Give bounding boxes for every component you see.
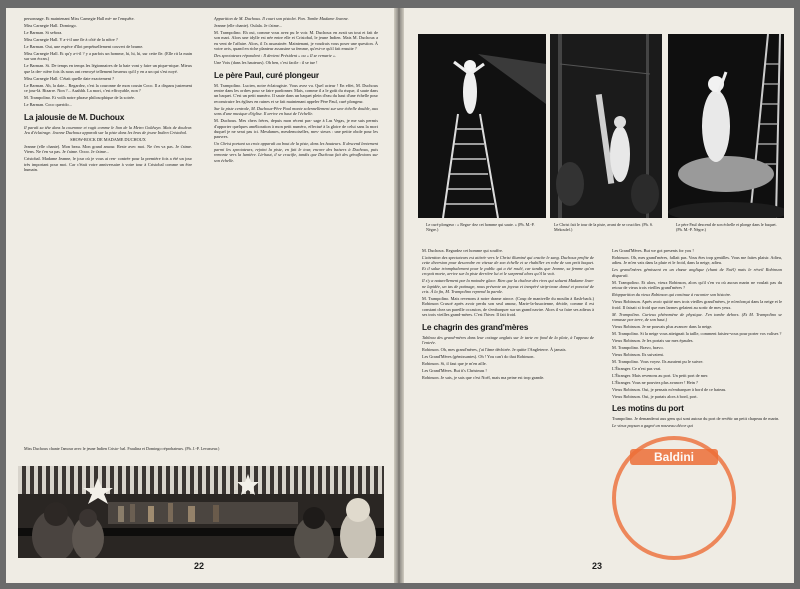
bar-scene-image bbox=[18, 466, 384, 558]
christ-cross-photo bbox=[550, 34, 662, 218]
photo-caption: Miss Duchoux chante l'amour avec le jeune Indien Cristo- bal. Fraulina et Domingo réprobateurs. (Ph. J.-P. Levasseur.) bbox=[24, 446, 220, 451]
right-column-1 bbox=[422, 248, 594, 382]
caption-tub: Le père Paul descend de son échelle et plonge dans le baquet. (Ph. M.-P. Nègre.) bbox=[676, 222, 777, 232]
paragraph: M. Trampolino. Bravo, bravo. bbox=[612, 345, 664, 351]
paragraph: Tableau des grand-mères dans leur cottage anglais sur le tarte en fond de la plaie, à l'appeau de l'entrée. bbox=[422, 334, 594, 346]
page-number-right: 23 bbox=[592, 561, 603, 571]
paragraph: Réapparition du vieux Robinson qui continue à raconter son histoire. bbox=[612, 292, 732, 298]
paragraph: Miss Carnegie Hall. Et qu'y a-t-il ? y a parfois un homme, hi, hi, hi, sur cette île. (Elle rit la main sur son écran.) bbox=[24, 51, 192, 62]
paragraph: Trampolino. Je demanderai aux gens qui sont autour du port de revêtir un petit chapeau de marin. bbox=[612, 416, 780, 422]
left-page bbox=[6, 8, 394, 583]
paragraph: Le Barman. Si. De temps en temps les légionnaires de la baie vont y faire un pique-nique. Mieux que la der- nière fois ils nous ont renvoyé tellement heureux qu'il y en a un qui s'est noyé. bbox=[24, 63, 192, 74]
paragraph: Il s'y a naturellement par la moindre glace. Rien que la chaleur des rires qui saluent Madame Jean- ne lapidée, un tas de patinage, nous présente un joyeux et inespéré strip-tease dansé et ponctué de cris. À la fin, M. Trampolino reprend la parole. bbox=[422, 278, 594, 295]
paragraph: M. Trampolino. Eh oui, comme vous avez pu le voir. M. Duchoux en avait un tout et fait de son mari. Alors une idylle est née entre elle et Cristobal, le jeune Indien. Mais M. Duchoux a eu vent de l'affaire. Alors, il l'a assassinée. Maintenant, je voudrais vous poser une question. À votre avis, quand en riche planteur assassine sa femme, qu'est-ce qu'il fait ensuite ? bbox=[214, 30, 378, 52]
diver-ladder-photo bbox=[418, 34, 546, 218]
section-heading-pere-paul: Le père Paul, curé plongeur bbox=[214, 69, 319, 80]
paragraph: Un Christ portant sa croix apparaît au bout de la piste, dans les hauteurs. Il descend lentement parmi les spectateurs, rejoint la piste, en fait le tour, encore des baisers à Duchoux, puis remonte vers la lumière. Là-haut, il se crucifie, tandis que Duchoux fait des génuflexions sur son échelle. bbox=[214, 141, 378, 163]
paragraph: Cristobal. Madame Jeanne, le jour où je vous ai ren- contrée pour la première fois a été un jour très important pour moi. Car c'était votre anniversaire à votre tour à Cristobal comme un être humain. bbox=[24, 156, 192, 173]
paragraph: L'Étranger. Ce n'est pas vrai. bbox=[612, 366, 662, 372]
paragraph: Les Grand'Mères (gémissantes). Oh ! You can't do that Robinson. bbox=[422, 354, 535, 360]
paragraph: Le vieux paysan a gagné un nouveau décor qui bbox=[612, 423, 693, 429]
paragraph: M. Trampolino. Lucien, notre éclairagiste. Vous avez vu. Quel acteur ! En effet, M. Duchoux rentre dans les ordres pour se faire pardonner. Mais, comme il a le goût du risque, il saute dans un baquet. C'est un petit numéro. Il saute dans un baquet plein d'eau du haut d'une échelle pour reconstruire les églises en ruines et se fait maintenant appeler Père Paul, curé plongeur. bbox=[214, 82, 378, 104]
paragraph: Robinson. Je sais, je sais que c'est Noël, mais ma peine est trop grande. bbox=[422, 375, 545, 381]
caption-christ: Le Christ fait le tour de la piste, avant de se crucifier. (Ph. S. Mekoulef.) bbox=[554, 222, 654, 232]
diver-tub-photo bbox=[668, 34, 784, 218]
paragraph: Vieux Robinson. Oui, je partais alors à bord, port. bbox=[612, 394, 698, 400]
paragraph: Robinson. Si, il faut que je m'en aille. bbox=[422, 361, 487, 367]
paragraph: Robinson. Oh, mes grand'mères, j'ai l'âme déchirée. Je quitte l'Angleterre. À jamais. bbox=[422, 347, 567, 353]
paragraph: Miss Carnegie Hall. C'était quelle date exactement ? bbox=[24, 75, 115, 81]
paragraph: L'Étranger. Vous ne pouviez plus avancer ! Hein ? bbox=[612, 380, 698, 386]
page-number-left: 22 bbox=[194, 561, 205, 571]
paragraph: Vieux Robinson. Oui, je pensais m'embarquer à bord de ce bateau. bbox=[612, 387, 727, 393]
paragraph: M. Trampolino. Et alors, vieux Robinson, alors qu'il s'en va où aucun marin ne voulait pas du retour de vieux trois vieilles grand'mères ? bbox=[612, 279, 782, 291]
paragraph: Vieux Robinson. Ils suivaient. bbox=[612, 352, 664, 358]
paragraph: Miss Carnegie Hall. Domingo. bbox=[24, 23, 77, 28]
paragraph: Le Barman. Coco querido... bbox=[24, 102, 72, 108]
paragraph: Sur la piste centrale, M. Duchoux-Père Paul monte solennellement sur une échelle double, aux sons d'une musique d'église. Il arrive en haut de l'échelle. bbox=[214, 105, 378, 117]
paragraph: M. Trampolino. Vous voyez. Ils auraient pu le suivre. bbox=[612, 359, 704, 365]
paragraph: M. Duchoux. Regardez cet homme qui souffre. bbox=[422, 248, 503, 253]
paragraph: Vieux Robinson. Après avoir quitté mes trois vieilles grand'mères, je m'enfonçai dans la neige et le froid. Il faisait si froid que mes larmes gelaient au sortir de mes yeux. bbox=[612, 299, 782, 310]
paragraph: M. Trampolino. Mais revenons à notre drame atroce. (Coup de manivelle du moulin à flash-back.) Robinson Crusoé après avoir perdu son seul amour, Marie-la-lusacienne, décide, comme il est constant chez un pareille occasion, de s'embarquer sur un grand navire. Alors il va faire ses adieux à ses trois vieilles grand-mères. C'est l'hiver. Il fait froid. bbox=[422, 296, 594, 318]
paragraph: M. Trampolino. Si la neige vous atteignait la taille, comment faisiez-vous pour porter vos valises ? bbox=[612, 331, 782, 337]
paragraph: M. Trampolino. Et voilà notre phrase philosophique de la soirée. bbox=[24, 95, 135, 101]
left-column-2 bbox=[214, 16, 378, 165]
paragraph: SHOW-ROCK DE MADAME DUCHOUX bbox=[70, 137, 146, 143]
binding-gutter bbox=[394, 8, 404, 583]
paragraph: L'Étranger. Mais revenons au port. Un petit port de mer. bbox=[612, 373, 709, 379]
paragraph: Les grand'mères gémissent en un chœur anglique (chant de Noël) mais le réveil Robinson disparaît. bbox=[612, 267, 782, 278]
section-heading-chagrin: Le chagrin des grand'mères bbox=[422, 321, 529, 332]
paragraph: Le Barman. Oui, une espèce d'îlot perpétuellement couvert de brume. bbox=[24, 44, 144, 49]
paragraph: Jeanne (elle chante). Mon beau. Mon grand amour. Reste avec moi. Ne t'en va pas. Je t'aime. Viens. Ne t'en va pas. Je t'aime. Oooo. Je t'aime... bbox=[24, 144, 192, 155]
paragraph: M. Trampolino. Curieux phénomène de physique. J'en tombe dehors. (Et M. Trampolino se ramasse par terre, de son haut.) bbox=[612, 311, 782, 323]
paragraph: Jeanne (elle chante). Oulala. Je t'aime... bbox=[214, 23, 283, 28]
paragraph: Le Barman. Si señora. bbox=[24, 30, 63, 35]
section-heading-jalousie: La jalousie de M. Duchoux bbox=[24, 111, 125, 122]
paragraph: personnage. Et maintenant Miss Carnegie Hall mè- ne l'enquête. bbox=[24, 16, 135, 21]
paragraph: Il paraît sa tête dans la couronne et rugit comme le lion de la Metro Goldwyn. Mais de douleur. Jeu d'éclairage. Jeanne Duchoux apparaît sur la piste dans les bras de jeune Indien Cristobal. bbox=[24, 124, 192, 136]
left-column-1 bbox=[24, 16, 192, 174]
bar-scene-photo bbox=[18, 466, 384, 558]
paragraph: Les Grand'Mères. But it's Christmas ! bbox=[422, 368, 487, 374]
section-heading-motins: Les motins du port bbox=[612, 403, 684, 414]
paragraph: Apparition de M. Duchoux. Il court son pistolet. Pan. Tombe Madame Jeanne. bbox=[214, 16, 349, 21]
paragraph: Robinson. Oh, mes grand'mères, fallait pas. Vous êtes trop gentilles. Vous me faites plaisir. Adieu, adieu. Je m'en vais dans la pluie et le froid, dans la neige, adieu. bbox=[612, 255, 782, 266]
caption-diver: Le curé plongeur : « Regar- dez cet homme qui saute. » (Ph. M.-P. Nègre.) bbox=[426, 222, 535, 232]
paragraph: L'attention des spectateurs est attirée vers le Christ illuminé qui crache le sang. Duchoux profite de cette diversion pour descendre en vitesse de son échelle et se rhabiller en robe de son petit baquet. Et il salue triomphalement pour le public qui a été roulé, car tandis que Jeanne, sa femme qu'on croyait morte, arrive sur la piste derrière lui et le surprend alors qu'il la voit. bbox=[422, 255, 594, 277]
paragraph: Vieux Robinson. Je ne pouvais plus avancer dans la neige. bbox=[612, 324, 713, 330]
right-column-2 bbox=[612, 248, 782, 430]
paragraph: Miss Carnegie Hall. Y a-t-il une île à côté de la nôtre ? bbox=[24, 37, 118, 42]
paragraph: Le Barman. Ah, la date... Regardez, c'est la couronne de mon cousin Coco. Il a disparu justement ce jour-là. Bizarre. Non ?... Aaahhh. La mort, c'est effroyable, non ? bbox=[24, 82, 192, 94]
paragraph: M. Duchoux. Mes chers frères, depuis mon récent pas- sage à Las Vegas, je me suis permis d'apporter quelques amélioration à mon petit numéro, effectué à la gloire de celui sans la mort duquel je ne serai pas ici. Mesdames, mesdemoiselles, mes- sieurs : une petite obole pour les pauvres. bbox=[214, 118, 378, 140]
baldini-watermark-label: Baldini bbox=[630, 449, 718, 465]
paragraph: Une Voix (dans les hauteurs). Oh ben, c'est facile : il se tue ! bbox=[214, 60, 318, 66]
paragraph: Les Grand'Mères. But we got presents for you ! bbox=[612, 248, 694, 253]
paragraph: Vieux Robinson. Je les portais sur mes épaules. bbox=[612, 338, 694, 344]
paragraph: Des spectateurs répondent : Il devient Président » ou « Il se remarie ». bbox=[214, 53, 337, 59]
